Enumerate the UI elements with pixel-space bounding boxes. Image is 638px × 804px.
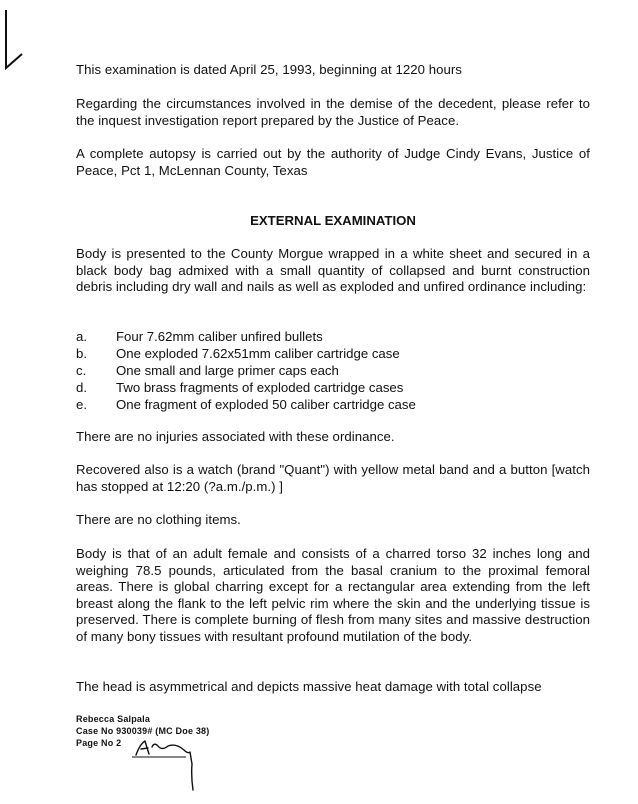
list-marker: d. <box>76 380 87 395</box>
list-item <box>76 362 590 379</box>
authority-paragraph: A complete autopsy is carried out by the authority of Judge Cindy Evans, Justice of Peace, Pct 1, McLennan County, Texas <box>76 146 590 178</box>
list-item <box>76 328 590 345</box>
list-marker: e. <box>76 397 87 412</box>
margin-check-mark <box>0 10 30 80</box>
list-item <box>76 379 590 396</box>
footer-page-number: Page No 2 <box>76 738 122 748</box>
head-paragraph: The head is asymmetrical and depicts massive heat damage with total collapse <box>76 679 542 694</box>
clothing-paragraph: There are no clothing items. <box>76 512 241 527</box>
list-item-text: One small and large primer caps each <box>116 363 339 378</box>
watch-paragraph: Recovered also is a watch (brand "Quant") with yellow metal band and a button [watch has stopped at 12:20 (?a.m./p.m.) ] <box>76 462 590 494</box>
ordinance-list <box>76 328 590 413</box>
no-injuries-paragraph: There are no injuries associated with these ordinance. <box>76 429 395 444</box>
list-marker: a. <box>76 329 87 344</box>
body-description-paragraph: Body is that of an adult female and consists of a charred torso 32 inches long and weighing 78.5 pounds, articulated from the basal cranium to the proximal femoral areas. There is global charring except for a rectangular area extending from the left breast along the flank to the left pelvic rim where the skin and the underlying tissue is preserved. There is complete burning of flesh from many sites and massive destruction of many bony tissues with resultant profound mutilation of the body. <box>76 546 590 644</box>
list-item-text: One fragment of exploded 50 caliber cartridge case <box>116 397 416 412</box>
list-marker: b. <box>76 346 87 361</box>
presentation-paragraph: Body is presented to the County Morgue wrapped in a white sheet and secured in a black body bag admixed with a small quantity of collapsed and burnt construction debris including dry wall and nails as well as exploded and unfired ordinance including: <box>76 246 590 294</box>
list-item-text: Two brass fragments of exploded cartridge cases <box>116 380 404 395</box>
list-item-text: Four 7.62mm caliber unfired bullets <box>116 329 323 344</box>
footer-name: Rebecca Salpala <box>76 714 151 724</box>
list-item <box>76 345 590 362</box>
handwritten-initials-signature <box>132 738 207 794</box>
footer-case-number: Case No 930039# (MC Doe 38) <box>76 726 210 736</box>
list-marker: c. <box>76 363 87 378</box>
examination-date-paragraph: This examination is dated April 25, 1993, beginning at 1220 hours <box>76 62 462 77</box>
circumstances-paragraph: Regarding the circumstances involved in the demise of the decedent, please refer to the inquest investigation report prepared by the Justice of Peace. <box>76 96 590 128</box>
list-item-text: One exploded 7.62x51mm caliber cartridge case <box>116 346 400 361</box>
list-item <box>76 396 590 413</box>
external-examination-heading: EXTERNAL EXAMINATION <box>250 213 416 228</box>
